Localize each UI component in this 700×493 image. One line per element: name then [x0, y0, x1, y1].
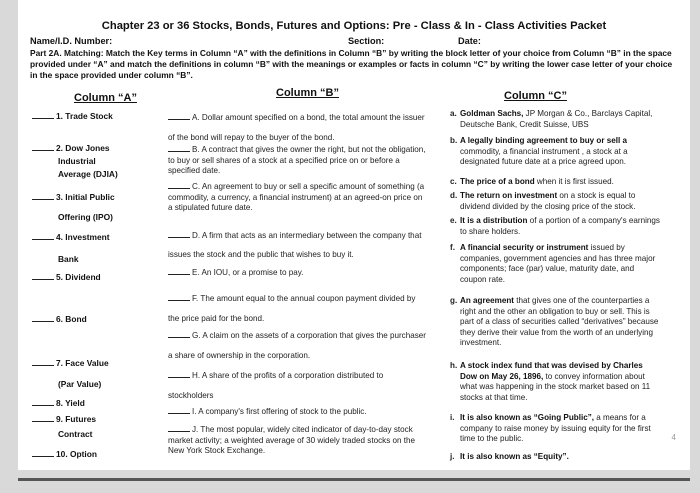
column-c-item: e. It is a distribution of a portion of a company's earnings to share holders. [450, 216, 660, 236]
answer-blank[interactable] [168, 337, 190, 338]
column-b-item: B. A contract that gives the owner the right, but not the obligation, to buy or sell shares of a stock at a specified price on or before a specified date. [168, 145, 426, 175]
column-b-item: C. An agreement to buy or sell a specific amount of something (a commodity, a currency, a financial instrument) at an agreed-on price on a stipulated future date. [168, 182, 425, 212]
answer-blank[interactable] [168, 119, 190, 120]
column-b-item: G. A claim on the assets of a corporation that gives the purchaser a share of ownership in the corporation. [168, 331, 426, 360]
answer-blank[interactable] [32, 239, 54, 240]
answer-blank[interactable] [168, 274, 190, 275]
column-a-item: 3. Initial Public Offering (IPO) [32, 187, 160, 227]
column-c-item: b. A legally binding agreement to buy or sell a commodity, a financial instrument , a stock at a designated future date at a price agreed upon. [450, 136, 628, 166]
column-c-heading: Column “C” [504, 90, 567, 102]
column-a-heading: Column “A” [74, 92, 137, 104]
column-c-item: i. It is also known as “Going Public”, a means for a company to raise money by issuing equity for the first time to the public. [450, 413, 651, 443]
column-a-item: 8. Yield [32, 396, 160, 411]
column-a-item: 5. Dividend [32, 270, 160, 285]
document-page [18, 0, 690, 470]
column-c-item: g. An agreement that gives one of the counterparties a right and the other an obligation to buy or sell. This is part of a class of securities called “derivatives” because they derive their value from the worth of an underlying investment. [450, 296, 659, 347]
section-label: Section: [348, 36, 385, 46]
answer-blank[interactable] [32, 456, 54, 457]
column-a-item: 2. Dow Jones Industrial Average (DJIA) [32, 142, 160, 181]
column-b-item: I. A company's first offering of stock to the public. [168, 407, 428, 418]
page-title: Chapter 23 or 36 Stocks, Bonds, Futures and Options: Pre - Class & In - Class Activities Packet [101, 20, 607, 32]
name-label: Name/I.D. Number: [30, 36, 113, 46]
header-fields [30, 36, 680, 48]
answer-blank[interactable] [32, 405, 54, 406]
instructions: Part 2A. Matching: Match the Key terms in Column “A” with the definitions in Column “B” by writing the block letter of your choice from Column “B” in the space provided under “A” and match the definitions in column “B” with the meanings or examples or facts in column “C” by writing the lower case letter of your choice in the space provided under column “B”. [30, 48, 673, 81]
column-c-item: h. A stock index fund that was devised by Charles Dow on May 26, 1896, to convey information about what was happening in the stock market based on 11 stocks at that time. [450, 361, 651, 402]
answer-blank[interactable] [168, 431, 190, 432]
page-number: 4 [671, 433, 676, 442]
answer-blank[interactable] [168, 300, 190, 301]
column-b-heading: Column “B” [276, 87, 339, 99]
column-a-item: 1. Trade Stock [32, 109, 160, 124]
date-label: Date: [458, 36, 481, 46]
column-b-item: F. The amount equal to the annual coupon payment divided by the price paid for the bond. [168, 294, 416, 323]
column-b-item: A. Dollar amount specified on a bond, the total amount the issuer of the bond will repay to the buyer of the bond. [168, 113, 425, 142]
answer-blank[interactable] [32, 118, 54, 119]
column-a-item: 6. Bond [32, 312, 160, 327]
column-b-item: D. A firm that acts as an intermediary between the company that issues the stock and the public that wishes to buy it. [168, 231, 422, 259]
column-c-item: c. The price of a bond when it is first issued. [450, 177, 614, 186]
answer-blank[interactable] [32, 279, 54, 280]
column-c-item: j. It is also known as “Equity”. [450, 452, 569, 461]
answer-blank[interactable] [32, 150, 54, 151]
column-b-item: H. A share of the profits of a corporation distributed to stockholders [168, 371, 384, 400]
column-c-item: f. A financial security or instrument issued by companies, government agencies and has three major components; face (par) value, maturity date, and coupon rate. [450, 243, 656, 284]
answer-blank[interactable] [32, 365, 54, 366]
column-c-item: d. The return on investment on a stock is equal to dividend divided by the closing price of the stock. [450, 191, 636, 211]
answer-blank[interactable] [168, 377, 190, 378]
answer-blank[interactable] [168, 151, 190, 152]
column-b-item: E. An IOU, or a promise to pay. [168, 268, 428, 279]
column-a-item: 9. Futures Contract [32, 412, 160, 442]
answer-blank[interactable] [168, 237, 190, 238]
answer-blank[interactable] [32, 321, 54, 322]
answer-blank[interactable] [32, 421, 54, 422]
column-a-item: 7. Face Value (Par Value) [32, 353, 160, 395]
column-a-item: 4. Investment Bank [32, 226, 160, 270]
column-a-item: 10. Option [32, 447, 160, 462]
column-c-item: a. Goldman Sachs, JP Morgan & Co., Barclays Capital, Deutsche Bank, Credit Suisse, UBS [450, 109, 653, 129]
column-b-item: J. The most popular, widely cited indicator of day-to-day stock market activity; a weighted average of 30 widely traded stocks on the New York Stock Exchange. [168, 425, 415, 455]
page-divider [18, 478, 690, 481]
answer-blank[interactable] [168, 413, 190, 414]
answer-blank[interactable] [168, 188, 190, 189]
answer-blank[interactable] [32, 199, 54, 200]
